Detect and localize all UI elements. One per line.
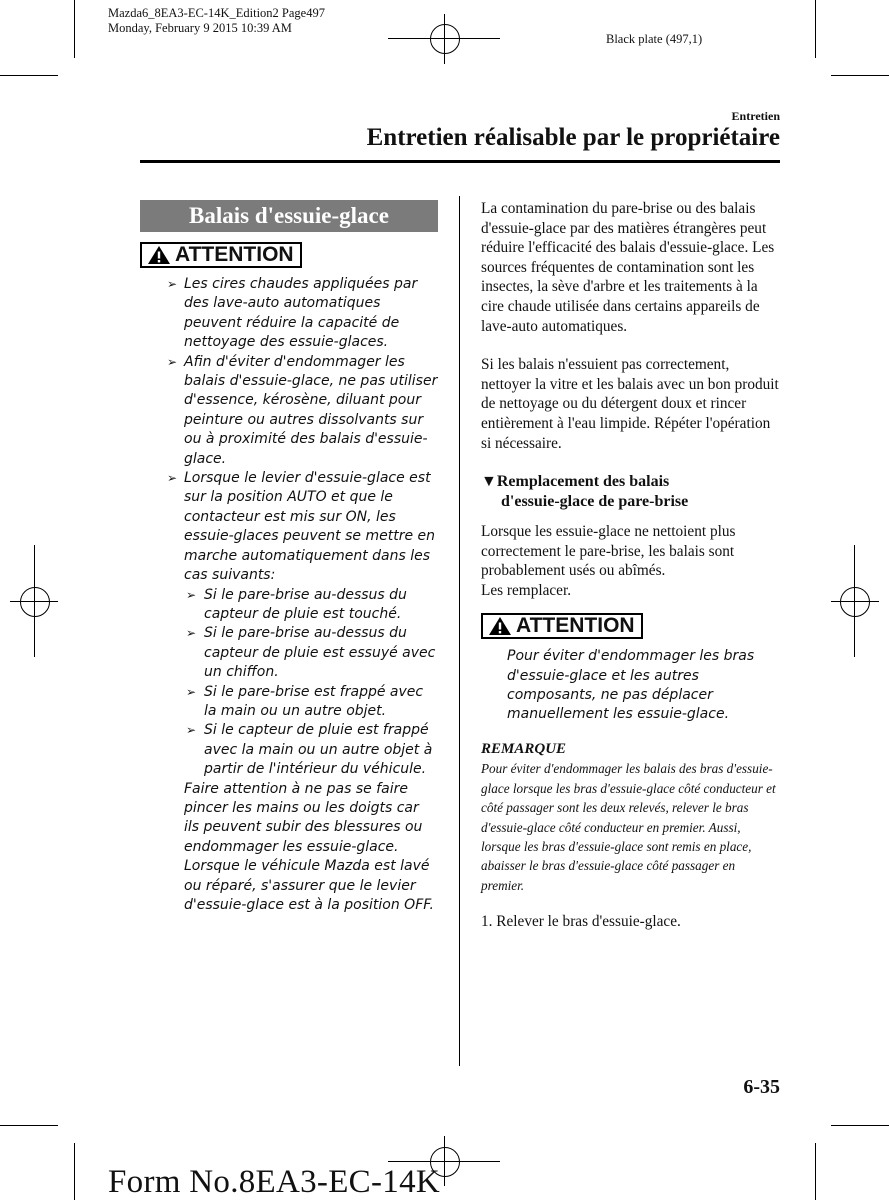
attention-content [140, 275, 438, 915]
black-plate-label: Black plate (497,1) [606, 32, 703, 46]
attention-text: Pour éviter d'endommager les bras d'essuie-glace et les autres composants, ne pas déplacer manuellement les essuie-glace. [507, 648, 755, 723]
paragraph: Si les balais n'essuient pas correctement, nettoyer la vitre et les balais avec un bon produit de nettoyage ou du détergent doux et rincer entièrement à l'eau limpide. Répéter l'opération si nécessaire. [481, 356, 779, 452]
attention-paragraph: Lorsque le véhicule Mazda est lavé ou réparé, s'assurer que le levier d'essuie-glace est à la position OFF. [184, 858, 434, 913]
section-label: Entretien [731, 109, 780, 123]
attention-box [481, 613, 643, 639]
sub-list-item: ➢ Si le pare-brise au-dessus du capteur de pluie est essuyé avec un chiffon. [186, 625, 436, 681]
arrow-bullet-icon: ➢ [167, 354, 178, 369]
remark-title: REMARQUE [481, 740, 567, 757]
section-heading: Balais d'essuie-glace [140, 200, 438, 232]
list-item: ➢ Lorsque le levier d'essuie-glace est sur la position AUTO et que le contacteur est mis sur ON, les essuie-glaces peuvent se mettre en marche automatiquement dans les cas suivants: [167, 470, 436, 584]
arrow-bullet-icon: ➢ [167, 471, 178, 486]
sub-list-item: ➢ Si le pare-brise est frappé avec la main ou un autre objet. [186, 683, 424, 719]
arrow-bullet-icon: ➢ [186, 587, 197, 602]
list-item: ➢ Afin d'éviter d'endommager les balais d'essuie-glace, ne pas utiliser d'essence, kérosène, diluant pour peinture ou autres dissolvants sur ou à proximité des balais d'essuie-glace. [167, 353, 438, 467]
page-title: Entretien réalisable par le propriétaire [366, 124, 780, 151]
right-column [481, 199, 781, 932]
arrow-bullet-icon: ➢ [167, 277, 178, 291]
arrow-bullet-icon: ➢ [186, 684, 197, 699]
step-item: 1. Relever le bras d'essuie-glace. [481, 913, 681, 931]
attention-label: ATTENTION [516, 613, 635, 637]
triangle-down-icon: ▼ [481, 473, 497, 491]
paragraph: La contamination du pare-brise ou des balais d'essuie-glace par des matières étrangères peut réduire l'efficacité des balais d'essuie-glace. Les sources fréquentes de contamination sont les insectes, la sève d'arbre et les traitements à la cire chaude utilisée dans certains appareils de lave-auto automatiques. [481, 200, 775, 335]
paragraph: Lorsque les essuie-glace ne nettoient plus correctement le pare-brise, les balais sont probablement usés ou abîmés. [481, 523, 736, 580]
header-rule [140, 160, 780, 163]
arrow-bullet-icon: ➢ [186, 626, 197, 641]
print-metadata [108, 6, 325, 36]
paragraph: Les remplacer. [481, 581, 572, 599]
warning-icon [488, 616, 512, 636]
column-divider [459, 196, 460, 1066]
arrow-bullet-icon: ➢ [186, 723, 197, 738]
list-item: ➢ Les cires chaudes appliquées par des lave-auto automatiques peuvent réduire la capacité de nettoyage des essuie-glaces. [167, 276, 418, 351]
warning-icon [147, 245, 171, 265]
remark-text: Pour éviter d'endommager les balais des bras d'essuie-glace lorsque les bras d'essuie-glace côté conducteur et côté passager sont les deux relevés, relever le bras d'essuie-glace côté conducteur en premier. Aussi, lorsque les bras d'essuie-glace sont remis en place, abaisser le bras d'essuie-glace côté passager en premier. [481, 761, 776, 893]
sub-list-item: ➢ Si le capteur de pluie est frappé avec la main ou un autre objet à partir de l'intérieur du véhicule. [186, 722, 433, 778]
left-column [140, 200, 438, 915]
attention-label: ATTENTION [175, 243, 294, 266]
attention-box [140, 242, 302, 268]
print-metadata-line2: Monday, February 9 2015 10:39 AM [108, 21, 292, 35]
subheading: ▼Remplacement des balais d'essuie-glace de pare-brise [481, 473, 689, 511]
sub-list-item: ➢ Si le pare-brise au-dessus du capteur de pluie est touché. [186, 586, 407, 622]
print-metadata-line1: Mazda6_8EA3-EC-14K_Edition2 Page497 [108, 6, 325, 20]
attention-paragraph: Faire attention à ne pas se faire pincer les mains ou les doigts car ils peuvent subir des blessures ou endommager les essuie-glace. [184, 780, 423, 855]
form-number: Form No.8EA3-EC-14K [108, 1164, 441, 1200]
page-number: 6-35 [743, 1076, 780, 1098]
